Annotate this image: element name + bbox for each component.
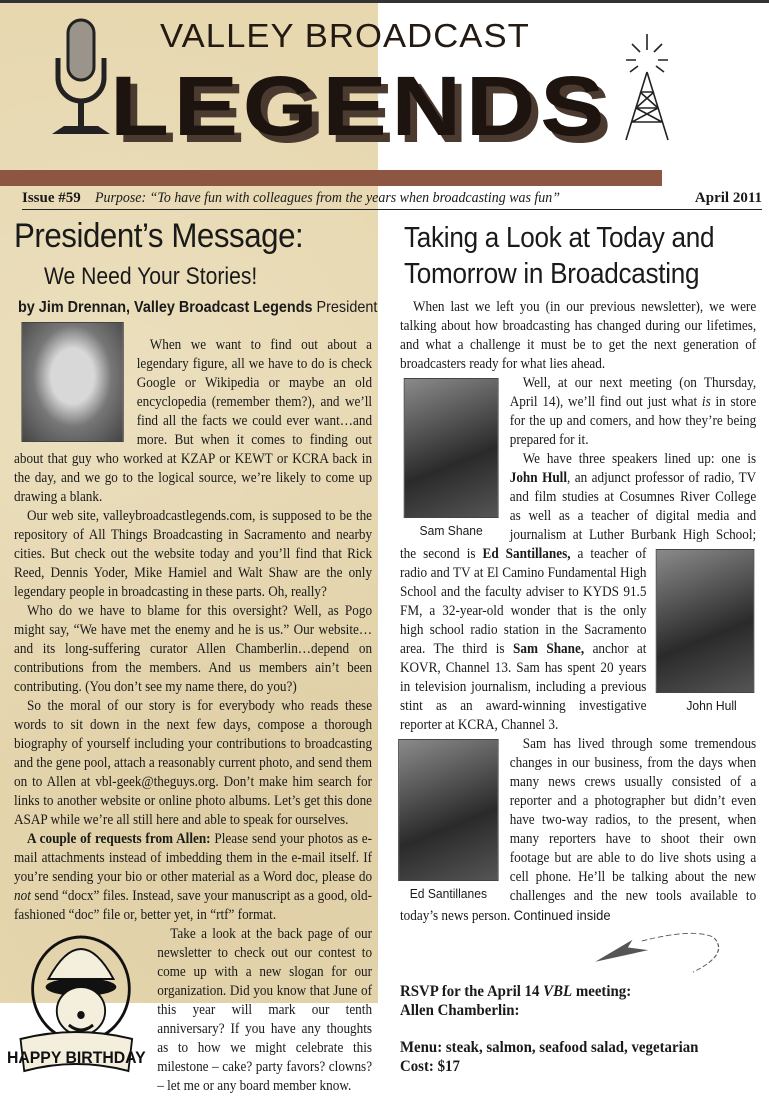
text: , an adjunct professor of radio, TV and film studies at Cosumnes River College as well as a teacher of digital media and journalism at Luther Burbank High School; the second is [400,470,757,562]
requests-label: A couple of requests from Allen: [27,831,211,847]
article-paragraph: When last we left you (in our previous newsletter), we were talking about how broadcasting has changed during our lifetimes, and what a challenge it must be to get the next generation of broadcasters ready for what lies ahead. [400,299,757,372]
text: a teacher of radio and TV at El Camino Fundamental High School and the faculty adviser to KYDS 91.5 FM, a 32-year-old wonder that is the only high school radio station in the Sacramento area. The third is [400,546,647,657]
radio-tower-icon [622,24,672,142]
article-title-line: Taking a Look at Today and [404,222,715,254]
issue-number: Issue #59 [22,190,81,206]
masthead-title-top: VALLEY BROADCAST [160,17,530,54]
president-paragraph: So the moral of our story is for everybody who reads these words to sit down in the next few days, compose a thorough biography of yourself including your contributions to broadcasting and the gene pool, attach a reasonably current photo, and send them on to Allen at vbl-geek@theguys.org. Don’t make him search for links to another website or online photo albums. Let’s get this done ASAP while we’re all still here and able to speak for ourselves. [14,698,373,828]
rsvp-contact: Allen Chamberlin: [400,1002,520,1019]
president-title: President’s Message: [14,217,304,255]
issue-purpose: Purpose: “To have fun with colleagues from the years when broadcasting was fun” [94,190,560,206]
text: Well, at our next meeting (on Thursday, April 14), we’ll find out just what [509,375,757,410]
president-paragraph [14,830,372,925]
photo-caption: Sam Shane [419,523,483,538]
text: Please send your photos as e-mail attachments instead of imbedding them in the e-mail itself. If you’re sending your bio or other material as a Word doc, please do [14,831,373,885]
menu-block [400,1038,756,1076]
president-paragraph: Take a look at the back page of our newsletter to check out our contest to come up with a new slogan for our organization. Did you know that June of this year will mark our tenth anniversary? If you have any thoughts as to how we might celebrate this milestone – cake? party favors? clowns? – let me or any board member know. [157,926,373,1094]
byline [18,298,377,318]
text: in store for the up and comers, and how they’re being prepared for it. [509,394,757,448]
text: We have three speakers lined up: one is [522,451,757,467]
president-paragraph: When we want to find out about a legendary figure, all we have to do is check Google or Wikipedia or maybe an old encyclopedia (remember them?), and we’ll find all the facts we could ever want…and more. But when it comes to finding out about that guy who worked at KZAP or KEWT or KCRA back in the day, and we go to the logical source, we’re likely to come up drawing a blank. [14,337,373,505]
continued-inside-link[interactable]: Continued inside [513,907,611,923]
john-hull-photo [656,549,755,693]
byline-role: President [316,299,378,316]
article-title-line: Tomorrow in Broadcasting [404,258,700,290]
president-paragraph: Our web site, valleybroadcastlegends.com, is supposed to be the repository of All Things Broadcasting in Sacramento and nearby cities. But check out the website today and you’ll find that Rick Reed, Dennis Yoder, Mike Hamiel and Walt Shaw are the only legendary people in broadcasting in these parts. Oh, really? [14,508,373,600]
ed-santillanes-photo [398,739,498,881]
text: meeting: [572,983,632,1000]
masthead-title-main: LEGENDS [110,59,610,153]
byline-name: by Jim Drennan, Valley Broadcast Legends [18,299,313,316]
text: RSVP for the April 14 [400,983,544,1000]
microphone-icon [48,18,118,138]
text: anchor at KOVR, Channel 13. Sam has spent 20 years in television journalism, including a previous stint as an award-winning investigative reporter at KCRA, Channel 3. [400,641,647,733]
text: Sam has lived through some tremendous changes in our business, from the days when many news crews usually consisted of a reporter and a photographer but didn’t even have two-way radios, to the present, when many reporters have to shoot their own footage but are able to do live shots using a cell phone. He’ll be talking about the new challenges and the new tools available to today’s news person. [400,736,757,924]
emphasis: not [14,888,31,904]
emphasis: VBL [543,983,573,1000]
masthead [0,0,769,170]
photo-caption: John Hull [686,698,737,713]
speaker-name: Sam Shane, [513,641,585,657]
speaker-name: John Hull [509,470,568,486]
clown-birthday-illustration [7,929,147,1079]
curved-arrow-icon [591,928,731,980]
article-column [400,298,756,1076]
president-paragraph: Who do we have to blame for this oversight? Well, as Pogo might say, “We have met the enemy and he is us.” Our website…and its long-suffering curator Allen Chamberlin…depend on contributions from the members. And us members ain’t been contributing. (You don’t see my name there, do you?) [14,603,373,695]
president-subtitle: We Need Your Stories! [44,263,258,290]
issue-date: April 2011 [694,190,762,206]
menu-line: Menu: steak, salmon, seafood salad, vegetarian [400,1039,699,1056]
text: send “docx” files. Instead, save your manuscript as a good, old-fashioned “doc” file or, better yet, in “rtf” format. [14,888,373,923]
rsvp-line [400,982,756,1001]
sam-shane-photo [404,378,499,518]
article-title [404,220,714,292]
sam-shane-figure [404,378,499,539]
rsvp-block [400,982,756,1020]
emphasis: is [701,394,711,410]
jim-drennan-photo [21,322,123,442]
ed-santillanes-figure [398,739,498,902]
photo-caption: Ed Santillanes [409,886,488,901]
cost-line: Cost: $17 [400,1058,460,1075]
john-hull-figure [656,549,755,714]
president-column [6,322,373,1096]
speaker-name: Ed Santillanes, [482,546,571,562]
issue-line [22,189,762,210]
arrow-area [400,928,756,980]
masthead-bar [0,170,662,186]
clown-banner-text: HAPPY BIRTHDAY [6,1048,146,1068]
